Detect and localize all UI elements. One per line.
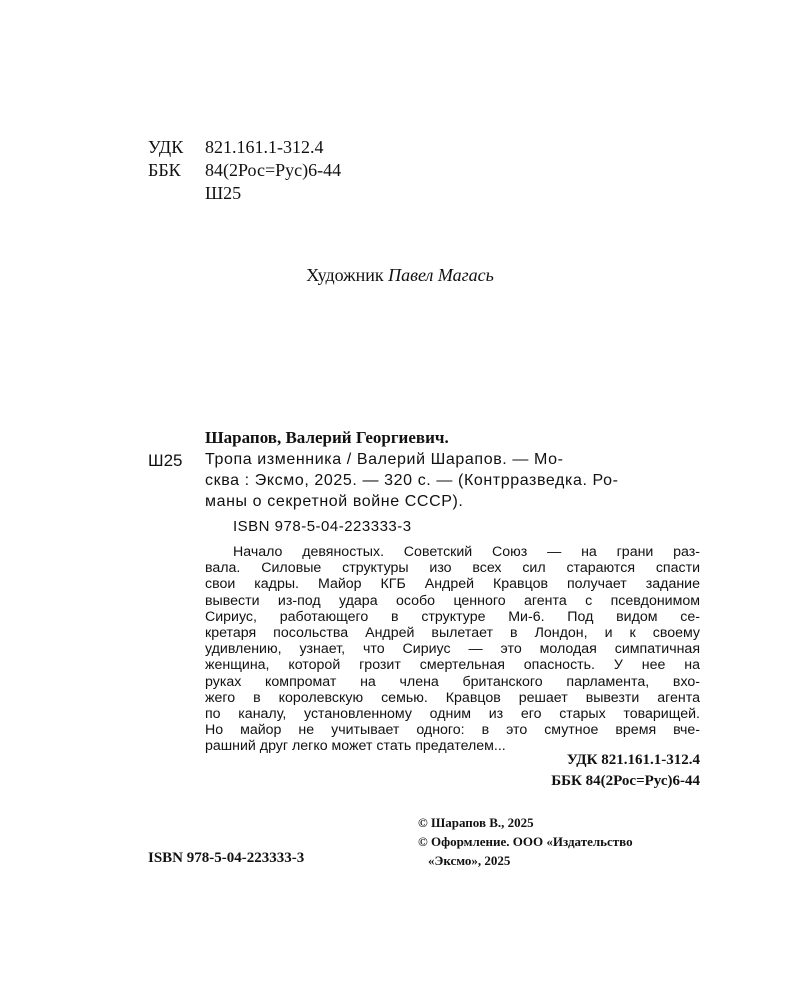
bbk-value: 84(2Рос=Рус)6-44 xyxy=(205,160,342,180)
catalog-cutter: Ш25 xyxy=(148,451,183,470)
udk-label: УДК xyxy=(148,137,184,157)
annotation-line: Сириус, работающего в структуре Ми-6. Под видом се- xyxy=(205,608,700,625)
annotation-line: удивлению, узнает, что Сириус — это молодая симпатичная xyxy=(205,641,700,658)
annotation-paragraph xyxy=(205,544,700,755)
annotation-line: Начало девяностых. Советский Союз — на грани раз- xyxy=(233,544,700,560)
annotation-line: по каналу, установленному одним из его старых товарищей. xyxy=(205,706,700,723)
annotation-line: женщина, которой грозит смертельная опасность. У нее на xyxy=(205,657,700,674)
cutter-code-top: Ш25 xyxy=(205,183,242,203)
isbn-bottom: ISBN 978-5-04-223333-3 xyxy=(148,850,305,866)
catalog-author: Шарапов, Валерий Георгиевич. xyxy=(205,428,449,447)
annotation-line: Но майор не учитывает одного: в это смутное время вче- xyxy=(205,722,700,739)
annotation-line: кретаря посольства Андрей вылетает в Лондон, и к своему xyxy=(205,625,700,642)
illustrator-name: Павел Магась xyxy=(388,265,494,285)
annotation-line: вывести из-под удара особо ценного агента с псевдонимом xyxy=(205,592,700,609)
annotation-line: руках компромат на члена британского парламента, вхо- xyxy=(205,673,700,690)
udk-value: 821.161.1-312.4 xyxy=(205,137,324,157)
copyright-publisher: «Эксмо», 2025 xyxy=(428,853,511,868)
annotation-line: свои кадры. Майор КГБ Андрей Кравцов получает задание xyxy=(205,576,700,593)
annotation-line: жего в королевскую семью. Кравцов решает вывезти агента xyxy=(205,689,700,706)
illustrator-credit xyxy=(0,265,800,286)
catalog-description-line: маны о секретной войне СССР). xyxy=(205,493,464,510)
annotation-line: вала. Силовые структуры изо всех сил стараются спасти xyxy=(205,560,700,577)
udk-code-bold: УДК 821.161.1-312.4 xyxy=(566,752,700,768)
bbk-code-bold: ББК 84(2Рос=Рус)6-44 xyxy=(551,773,700,789)
catalog-description-line: Тропа изменника / Валерий Шарапов. — Мо- xyxy=(205,451,564,468)
catalog-isbn: ISBN 978-5-04-223333-3 xyxy=(233,518,412,535)
illustrator-prefix: Художник xyxy=(306,265,389,285)
bbk-label: ББК xyxy=(148,160,181,180)
copyright-design: © Оформление. ООО «Издательство xyxy=(418,834,633,849)
annotation-line: рашний друг легко может стать предателем... xyxy=(205,738,506,755)
catalog-description-line: сква : Эксмо, 2025. — 320 с. — (Контрразведка. Ро- xyxy=(205,472,619,489)
copyright-author: © Шарапов В., 2025 xyxy=(418,815,534,830)
